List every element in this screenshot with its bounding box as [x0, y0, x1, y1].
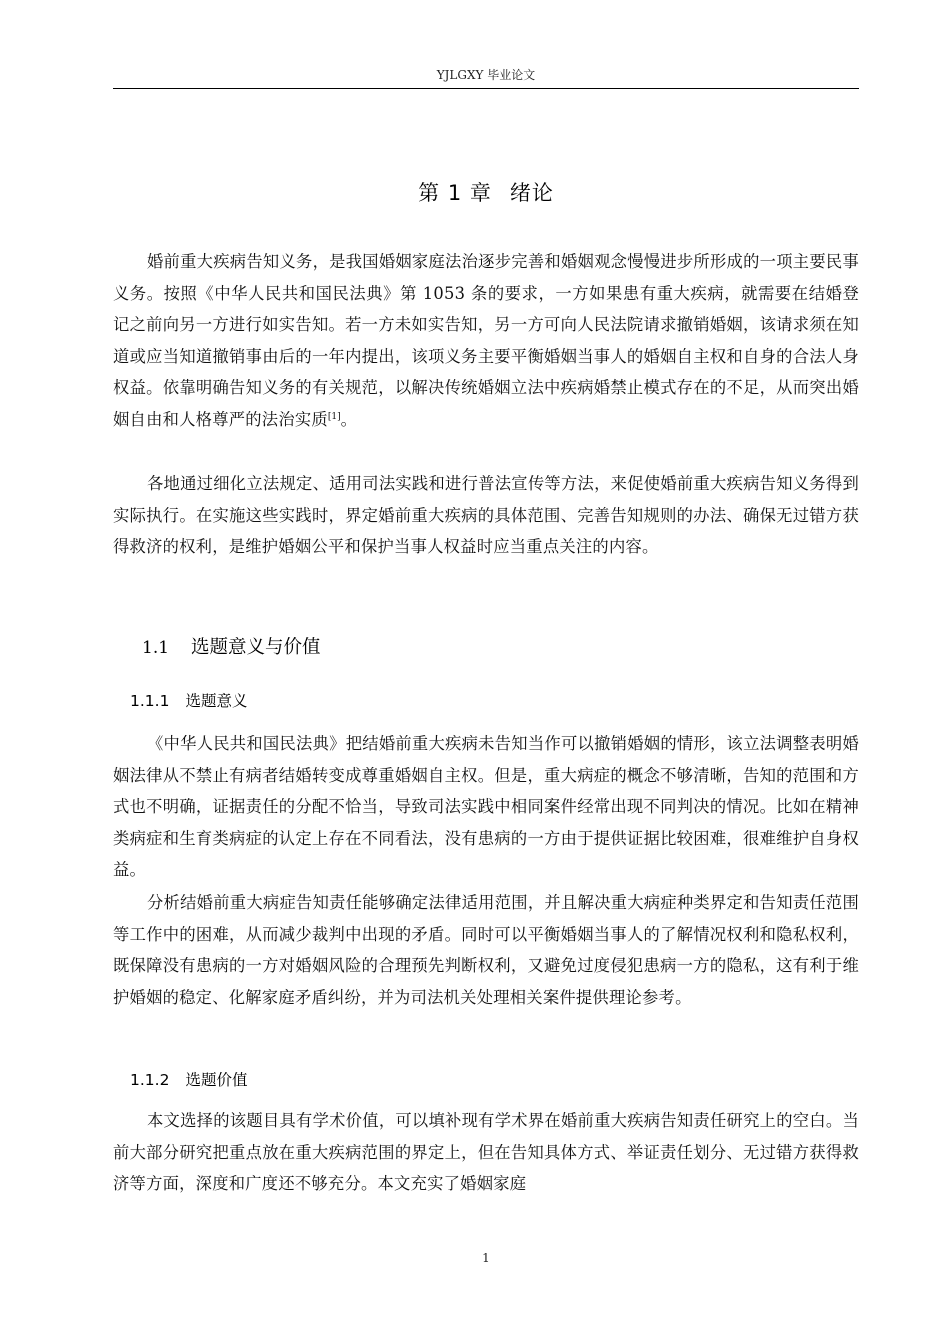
subsection-heading-1-1-1 [130, 690, 247, 712]
body-paragraph-1-1-1-b: 分析结婚前重大病症告知责任能够确定法律适用范围，并且解决重大病症种类界定和告知责任范围等工作中的困难，从而减少裁判中出现的矛盾。同时可以平衡婚姻当事人的了解情况权利和隐私权利，既保障没有患病的一方对婚姻风险的合理预先判断权利，又避免过度侵犯患病一方的隐私，这有利于维护婚姻的稳定、化解家庭矛盾纠纷，并为司法机关处理相关案件提供理论参考。 [113, 893, 859, 1007]
body-paragraph-1-1-1-a: 《中华人民共和国民法典》把结婚前重大疾病未告知当作可以撤销婚姻的情形，该立法调整表明婚姻法律从不禁止有病者结婚转变成尊重婚姻自主权。但是，重大病症的概念不够清晰，告知的范围和方式也不明确，证据责任的分配不恰当，导致司法实践中相同案件经常出现不同判决的情况。比如在精神类病症和生育类病症的认定上存在不同看法，没有患病的一方由于提供证据比较困难，很难维护自身权益。 [113, 734, 859, 880]
chapter-label: 第 1 章 [418, 181, 492, 205]
chapter-title [113, 178, 859, 208]
intro-paragraph-1-text: 婚前重大疾病告知义务，是我国婚姻家庭法治逐步完善和婚姻观念慢慢进步所形成的一项主要民事义务。按照《中华人民共和国民法典》第 1053 条的要求，一方如果患有重大疾病，就需要在结婚登记之前向另一方进行如实告知。若一方未如实告知，另一方可向人民法院请求撤销婚姻，该请求须在知道或应当知道撤销事由后的一年内提出，该项义务主要平衡婚姻当事人的婚姻自主权和自身的合法人身权益。依靠明确告知义务的有关规范，以解决传统婚姻立法中疾病婚禁止模式存在的不足，从而突出婚姻自由和人格尊严的法治实质 [113, 252, 859, 429]
running-header-title: YJLGXY 毕业论文 [436, 68, 536, 82]
subsection-heading-1-1-2 [130, 1069, 247, 1091]
subsection-title: 选题价值 [185, 1071, 248, 1089]
section-heading-1-1 [142, 635, 321, 661]
intro-paragraph-1-end: 。 [340, 409, 358, 429]
section-number: 1.1 [142, 638, 170, 658]
page-number: 1 [482, 1251, 490, 1265]
subsection-number: 1.1.1 [130, 692, 170, 710]
intro-paragraph-2: 各地通过细化立法规定、适用司法实践和进行普法宣传等方法，来促使婚前重大疾病告知义务得到实际执行。在实施这些实践时，界定婚前重大疾病的具体范围、完善告知规则的办法、确保无过错方获得救济的权利，是维护婚姻公平和保护当事人权益时应当重点关注的内容。 [113, 474, 859, 557]
body-paragraph-1-1-2-a: 本文选择的该题目具有学术价值，可以填补现有学术界在婚前重大疾病告知责任研究上的空白。当前大部分研究把重点放在重大疾病范围的界定上，但在告知具体方式、举证责任划分、无过错方获得救济等方面，深度和广度还不够充分。本文充实了婚姻家庭 [113, 1111, 859, 1194]
citation-ref-1: [1] [327, 411, 341, 422]
section-title: 选题意义与价值 [191, 637, 321, 658]
intro-paragraph-1 [113, 246, 859, 436]
subsection-title: 选题意义 [185, 692, 248, 710]
chapter-name: 绪论 [509, 181, 554, 205]
subsection-number: 1.1.2 [130, 1071, 170, 1089]
running-header [113, 68, 859, 89]
